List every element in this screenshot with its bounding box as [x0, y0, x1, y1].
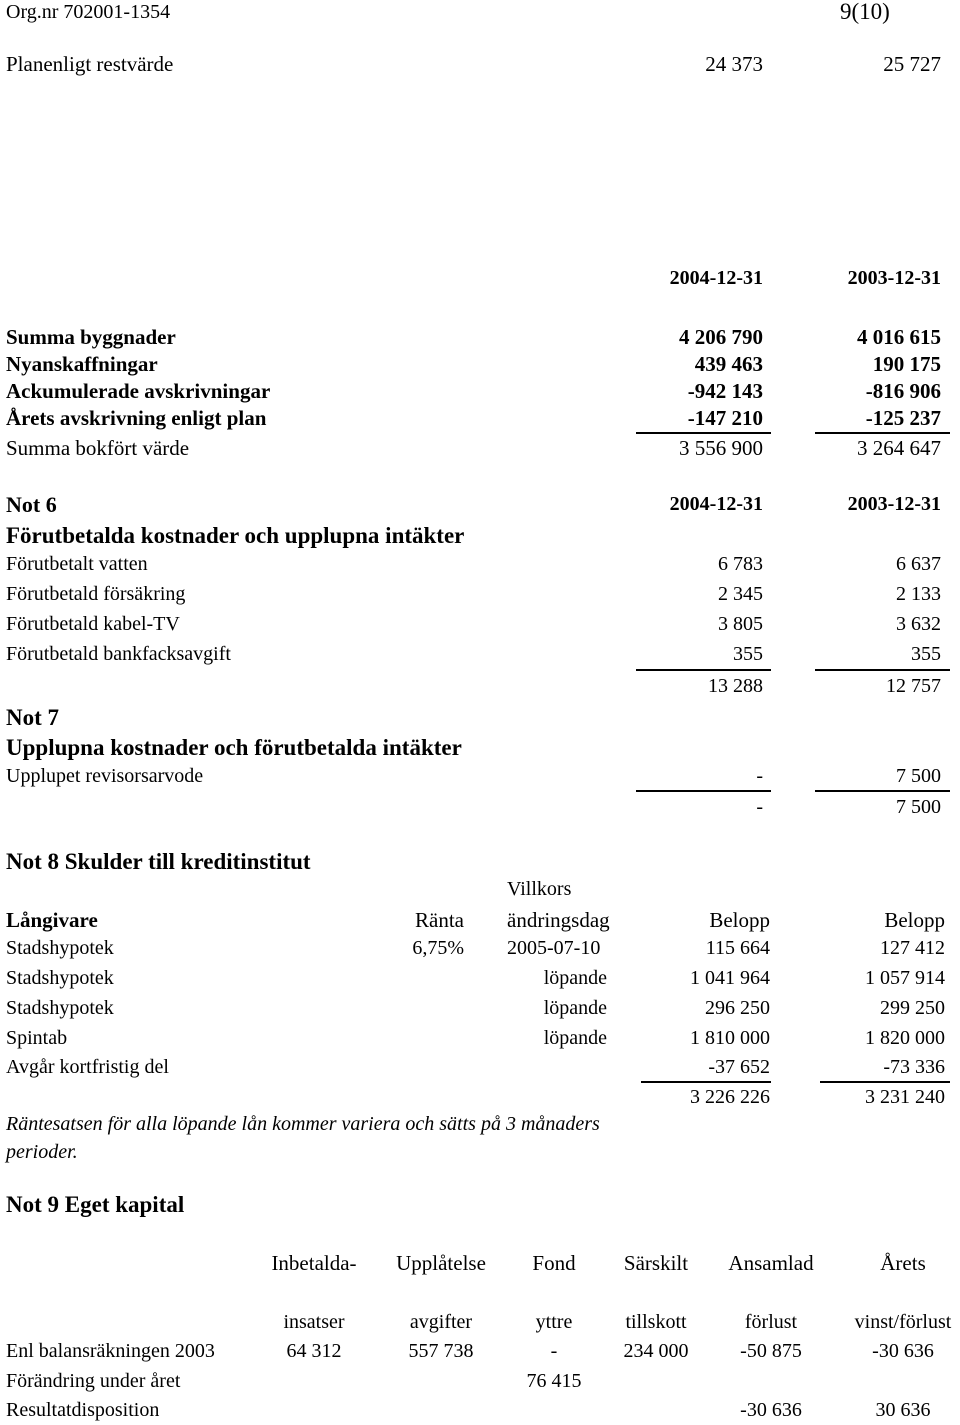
byggnader-col-2004: 2004-12-31 — [669, 267, 763, 289]
not8-row-date: löpande — [543, 1027, 607, 1049]
not6-row-2004: 3 805 — [718, 613, 763, 635]
byggnader-row-2003: -125 237 — [865, 406, 941, 430]
page-number: 9(10) — [840, 0, 890, 24]
not8-row-belopp-2003: -73 336 — [883, 1056, 945, 1078]
not8-row-date: löpande — [543, 997, 607, 1019]
not8-sum-rule-2003 — [820, 1081, 950, 1083]
byggnader-row-2004: 439 463 — [694, 352, 763, 376]
not8-header-belopp-2004: Belopp — [709, 908, 770, 932]
not7-row-2003: 7 500 — [896, 765, 941, 787]
byggnader-row-label: Årets avskrivning enligt plan — [6, 406, 267, 430]
not9-header-top: Upplåtelse — [396, 1251, 486, 1275]
not6-col-2004: 2004-12-31 — [669, 493, 763, 515]
not6-col-2003: 2003-12-31 — [847, 493, 941, 515]
not8-title: Not 8 Skulder till kreditinstitut — [6, 849, 311, 874]
not9-header-top: Fond — [532, 1251, 576, 1275]
not6-heading: Not 6 — [6, 492, 57, 517]
not8-row-belopp-2003: 1 057 914 — [865, 967, 945, 989]
byggnader-row-label: Summa byggnader — [6, 325, 176, 349]
byggnader-col-2003: 2003-12-31 — [847, 267, 941, 289]
not9-row-label: Enl balansräkningen 2003 — [6, 1340, 215, 1362]
not7-title: Upplupna kostnader och förutbetalda intäkter — [6, 735, 462, 760]
not7-row-2004: - — [756, 765, 763, 787]
not6-row-2004: 2 345 — [718, 583, 763, 605]
byggnader-row-label: Ackumulerade avskrivningar — [6, 379, 271, 403]
not6-sum-rule-2004 — [636, 669, 771, 671]
not8-header-langivare: Långivare — [6, 908, 98, 932]
not9-header-bottom: förlust — [744, 1311, 798, 1333]
not7-total-2003: 7 500 — [896, 796, 941, 818]
not9-cell: 234 000 — [623, 1340, 689, 1362]
not9-header-top: Inbetalda- — [271, 1251, 357, 1275]
not9-cell: -50 875 — [740, 1340, 802, 1362]
not8-row-lender: Stadshypotek — [6, 967, 114, 989]
not6-row-2004: 6 783 — [718, 553, 763, 575]
restvarde-2003: 25 727 — [883, 52, 941, 76]
not8-row-lender: Spintab — [6, 1027, 68, 1049]
not9-header-bottom: yttre — [535, 1311, 573, 1333]
not6-row-label: Förutbetald bankfacksavgift — [6, 643, 231, 665]
byggnader-total-label: Summa bokfört värde — [6, 436, 190, 460]
not6-row-2003: 2 133 — [896, 583, 941, 605]
not8-row-belopp-2004: 296 250 — [705, 997, 770, 1019]
byggnader-total-2004: 3 556 900 — [679, 436, 763, 460]
not7-sum-rule-2004 — [636, 790, 771, 792]
not8-total-2003: 3 231 240 — [865, 1086, 945, 1108]
byggnader-row-2004: 4 206 790 — [679, 325, 763, 349]
not6-row-2003: 3 632 — [896, 613, 941, 635]
not8-header-andringsdag: ändringsdag — [507, 908, 610, 932]
not8-sum-rule-2004 — [641, 1081, 771, 1083]
not7-row-label: Upplupet revisorsarvode — [6, 765, 204, 787]
not9-header-bottom: vinst/förlust — [854, 1311, 952, 1333]
not6-row-2003: 6 637 — [896, 553, 941, 575]
not9-cell: 557 738 — [408, 1340, 474, 1362]
not7-heading: Not 7 — [6, 705, 60, 730]
not8-row-lender: Avgår kortfristig del — [6, 1056, 169, 1078]
not6-row-label: Förutbetald kabel-TV — [6, 613, 180, 635]
not9-title: Not 9 Eget kapital — [6, 1192, 185, 1217]
byggnader-row-2003: 190 175 — [872, 352, 941, 376]
not9-cell: 64 312 — [286, 1340, 342, 1362]
not6-total-2004: 13 288 — [708, 675, 763, 697]
not8-row-belopp-2003: 127 412 — [880, 937, 945, 959]
not8-row-belopp-2004: 1 810 000 — [690, 1027, 770, 1049]
not9-header-bottom: tillskott — [625, 1311, 687, 1333]
byggnader-row-2004: -147 210 — [687, 406, 763, 430]
not7-total-2004: - — [756, 796, 763, 818]
not8-row-belopp-2004: -37 652 — [708, 1056, 770, 1078]
not9-header-top: Särskilt — [623, 1251, 689, 1275]
byggnader-row-2003: -816 906 — [865, 379, 941, 403]
not9-header-bottom: insatser — [283, 1311, 345, 1333]
not8-row-belopp-2003: 1 820 000 — [865, 1027, 945, 1049]
not8-total-2004: 3 226 226 — [690, 1086, 770, 1108]
not8-row-lender: Stadshypotek — [6, 937, 114, 959]
not8-header-ranta: Ränta — [415, 908, 464, 932]
not9-row-label: Resultatdisposition — [6, 1399, 160, 1421]
byggnader-sum-rule-2004 — [636, 432, 771, 434]
byggnader-row-2003: 4 016 615 — [857, 325, 941, 349]
org-number: Org.nr 702001-1354 — [6, 1, 171, 23]
restvarde-label: Planenligt restvärde — [6, 52, 174, 76]
not9-header-top: Årets — [880, 1251, 926, 1275]
not8-note-line2: perioder. — [6, 1141, 78, 1163]
not8-row-belopp-2004: 115 664 — [705, 937, 770, 959]
not8-note-line1: Räntesatsen för alla löpande lån kommer variera och sätts på 3 månaders — [6, 1113, 600, 1135]
not8-row-belopp-2003: 299 250 — [880, 997, 945, 1019]
byggnader-sum-rule-2003 — [815, 432, 950, 434]
not6-row-2003: 355 — [911, 643, 941, 665]
byggnader-row-label: Nyanskaffningar — [6, 352, 158, 376]
not9-row-label: Förändring under året — [6, 1370, 181, 1392]
restvarde-2004: 24 373 — [705, 52, 763, 76]
not9-cell: 76 415 — [526, 1370, 582, 1392]
not6-title: Förutbetalda kostnader och upplupna intäkter — [6, 523, 465, 548]
not6-sum-rule-2003 — [815, 669, 950, 671]
not9-cell: - — [550, 1340, 558, 1362]
not8-row-lender: Stadshypotek — [6, 997, 114, 1019]
not9-cell: -30 636 — [872, 1340, 934, 1362]
not8-villkors: Villkors — [507, 878, 572, 900]
not7-sum-rule-2003 — [815, 790, 950, 792]
byggnader-total-2003: 3 264 647 — [857, 436, 941, 460]
not8-row-belopp-2004: 1 041 964 — [690, 967, 770, 989]
not9-header-top: Ansamlad — [728, 1251, 814, 1275]
not9-cell: 30 636 — [875, 1399, 931, 1421]
byggnader-row-2004: -942 143 — [687, 379, 763, 403]
not6-row-label: Förutbetalt vatten — [6, 553, 148, 575]
not6-row-label: Förutbetald försäkring — [6, 583, 186, 605]
not8-header-belopp-2003: Belopp — [884, 908, 945, 932]
not8-row-rate: 6,75% — [412, 937, 464, 959]
not6-total-2003: 12 757 — [886, 675, 941, 697]
not9-header-bottom: avgifter — [409, 1311, 473, 1333]
not8-row-date: löpande — [543, 967, 607, 989]
not6-row-2004: 355 — [733, 643, 763, 665]
not8-row-date: 2005-07-10 — [507, 937, 601, 959]
not9-cell: -30 636 — [740, 1399, 802, 1421]
